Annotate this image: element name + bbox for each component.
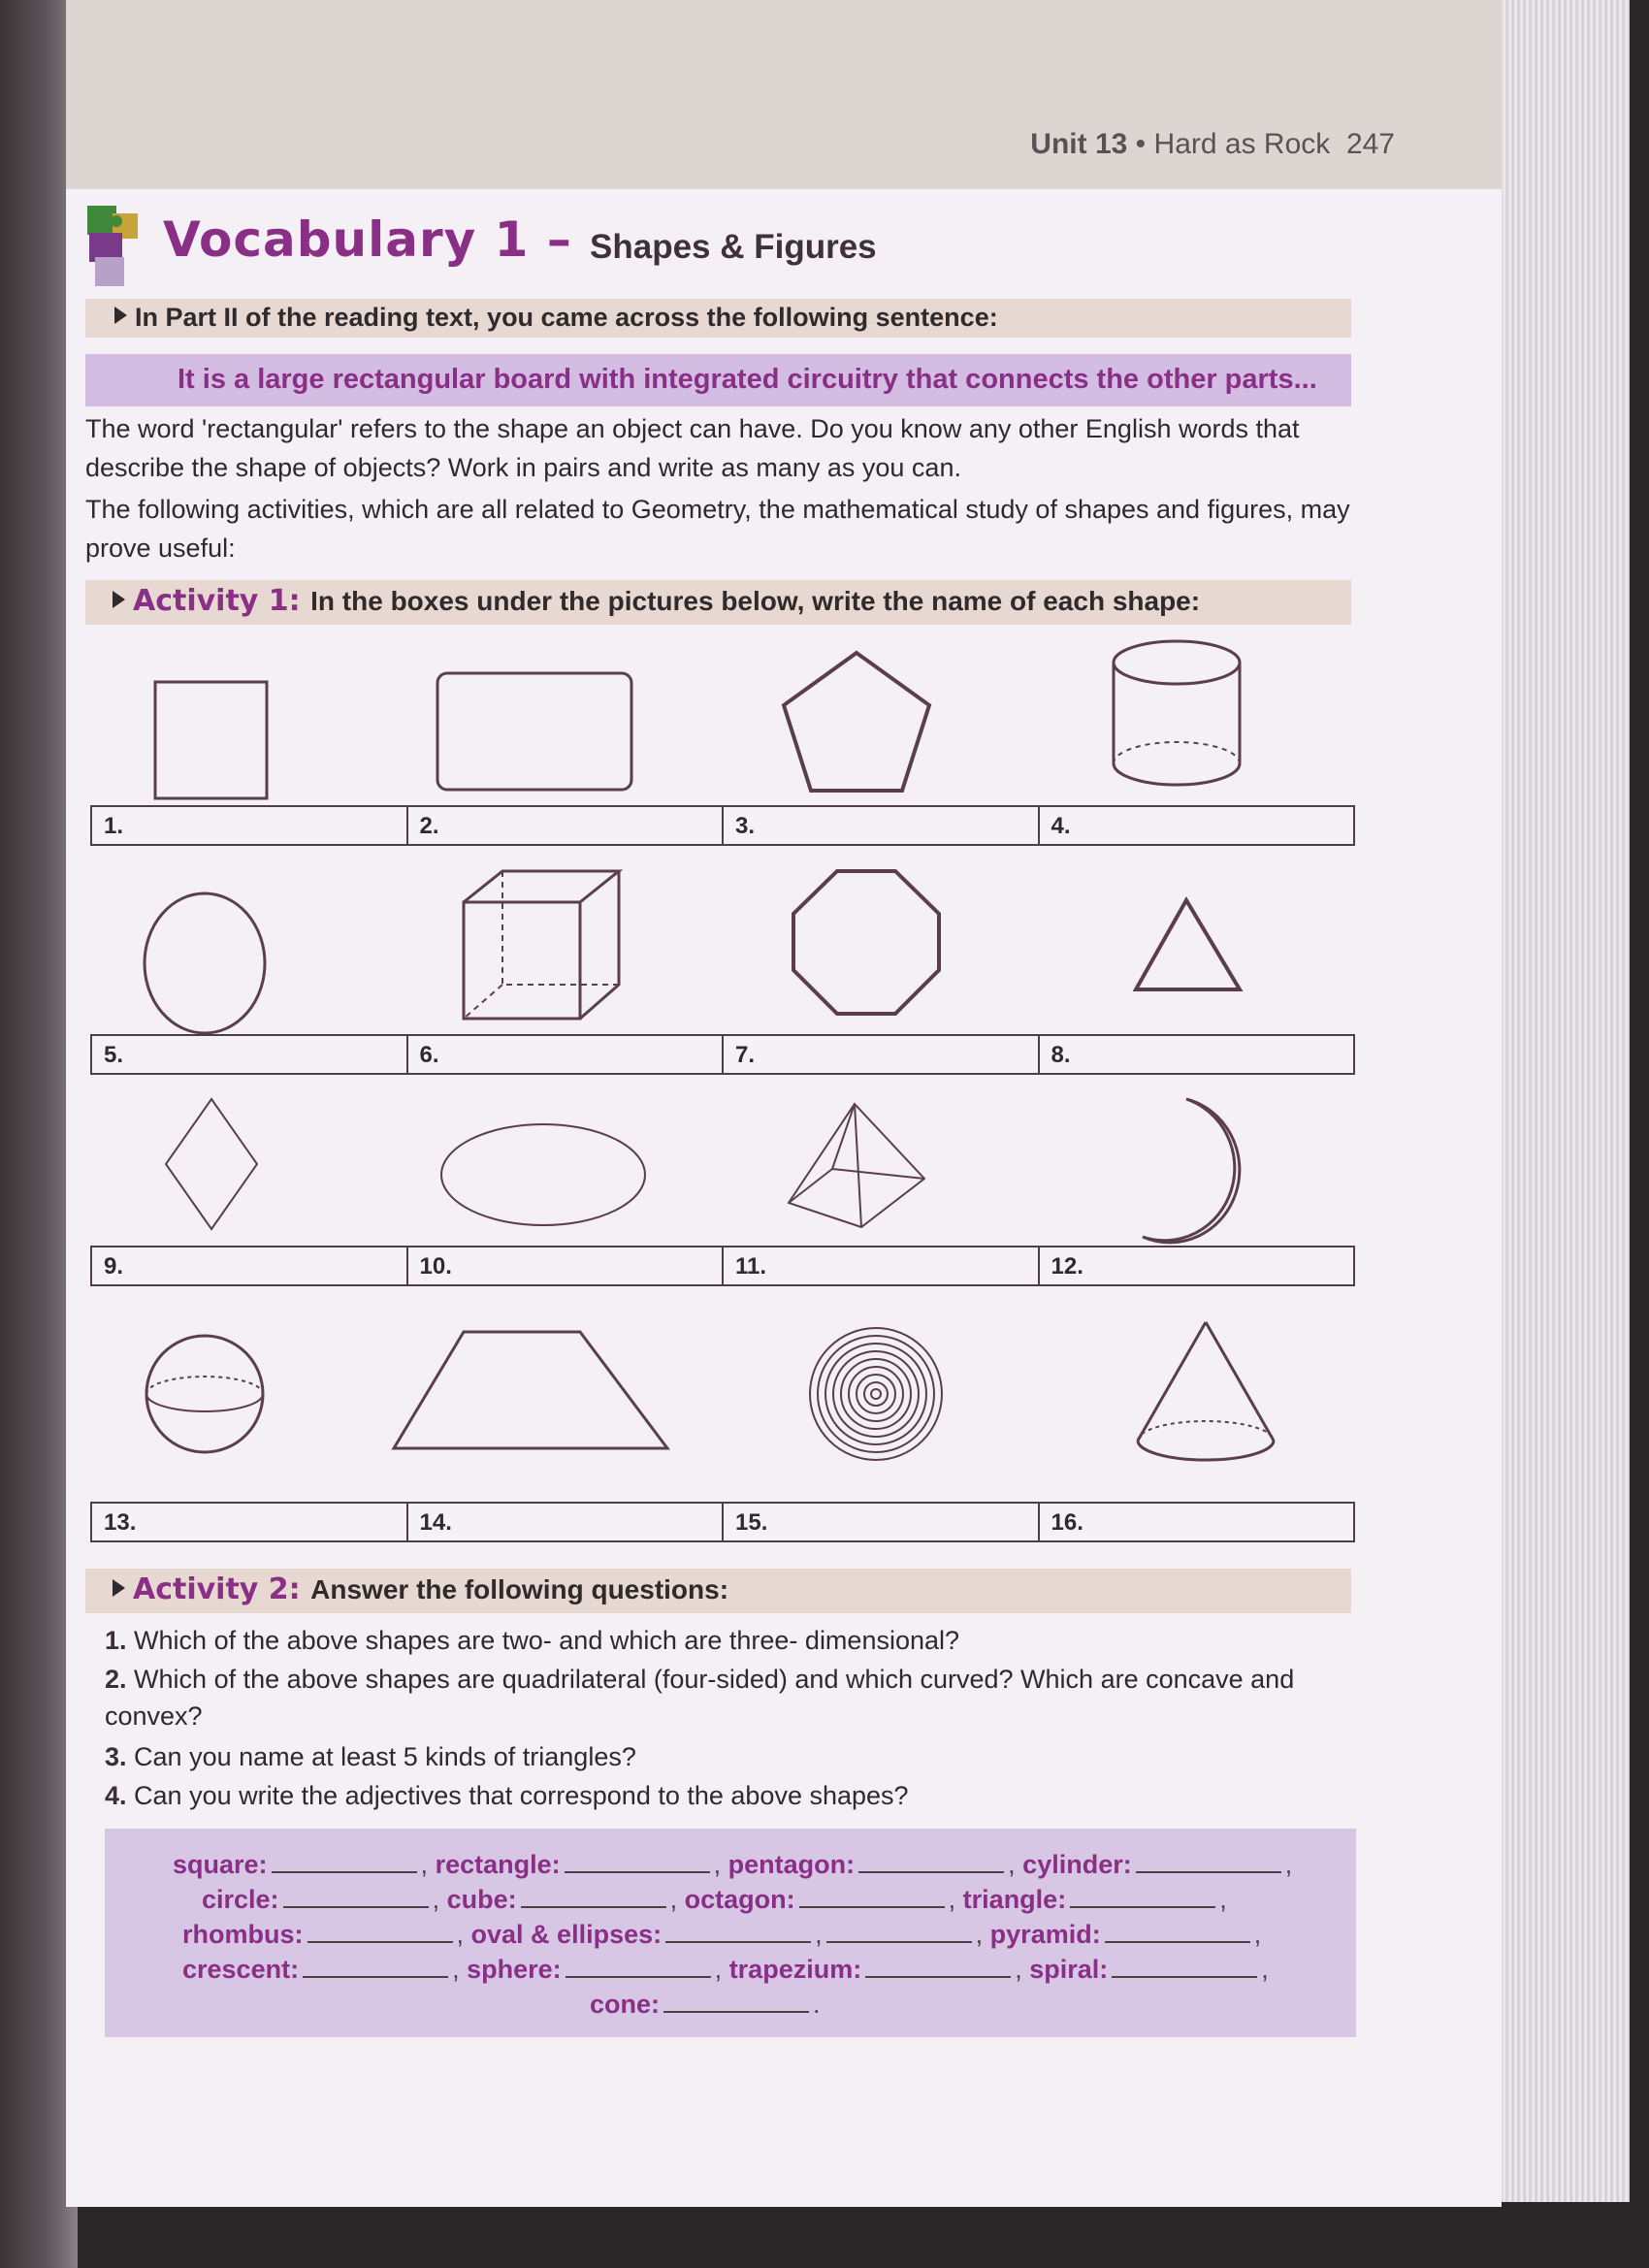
- adjective-blank[interactable]: [565, 1850, 710, 1873]
- sphere-shape: [142, 1324, 268, 1465]
- adjective-blank[interactable]: [858, 1850, 1004, 1873]
- adjective-blank[interactable]: [1136, 1850, 1281, 1873]
- answer-box-8[interactable]: 8.: [1051, 1042, 1071, 1068]
- answer-row-4: [90, 1502, 1355, 1542]
- answer-box-15[interactable]: 15.: [724, 1504, 1040, 1540]
- answer-box-5[interactable]: 5.: [92, 1036, 408, 1073]
- puzzle-icon: [85, 204, 142, 291]
- question-2: 2. Which of the above shapes are quadrilateral (four-sided) and which curved? Which are concave and convex?: [105, 1665, 1295, 1731]
- answer-row-1: [90, 805, 1355, 846]
- answer-box-2[interactable]: 2.: [408, 807, 725, 844]
- answer-box-14[interactable]: 14.: [408, 1504, 725, 1540]
- adjective-blank[interactable]: [1070, 1885, 1215, 1908]
- activity2-band: [85, 1569, 1351, 1613]
- answer-box-6[interactable]: 6.: [408, 1036, 725, 1073]
- adjective-blank[interactable]: [283, 1885, 429, 1908]
- answer-row-2: [90, 1034, 1355, 1075]
- vocabulary-title: Vocabulary 1 –: [163, 211, 572, 268]
- answer-row-3: [90, 1246, 1355, 1286]
- activity1-text: In the boxes under the pictures below, write the name of each shape:: [310, 586, 1201, 616]
- unit-label: Unit 13: [1030, 128, 1128, 160]
- adjective-row-1: square: , rectangle: , pentagon: , cylinder: ,: [173, 1850, 1293, 1879]
- unit-title: Hard as Rock: [1153, 128, 1331, 160]
- adjective-blank[interactable]: [1112, 1955, 1257, 1978]
- adjective-blank[interactable]: [272, 1850, 417, 1873]
- square-shape: [144, 674, 279, 805]
- running-header: [1030, 128, 1395, 161]
- triangle-shape: [1128, 892, 1249, 999]
- arrow-icon: [113, 591, 125, 608]
- answer-box-11[interactable]: 11.: [724, 1247, 1040, 1284]
- oval-shape: [435, 1120, 653, 1232]
- activity2-heading: Activity 2: Answer the following questions:: [113, 1572, 728, 1606]
- instruction-band: [85, 299, 1351, 338]
- cone-shape: [1128, 1314, 1283, 1470]
- header-band: [66, 0, 1502, 189]
- header-separator: •: [1135, 128, 1147, 160]
- adjectives-box: [105, 1829, 1356, 2037]
- adjective-row-2: circle: , cube: , octagon: , triangle: ,: [202, 1885, 1227, 1914]
- arrow-icon: [113, 1579, 125, 1597]
- adjective-blank[interactable]: [1105, 1920, 1250, 1943]
- activity2-text: Answer the following questions:: [310, 1574, 729, 1604]
- pyramid-shape: [779, 1096, 934, 1237]
- crescent-shape: [1133, 1091, 1249, 1247]
- activity1-heading: Activity 1: In the boxes under the pictures below, write the name of each shape:: [113, 584, 1200, 618]
- adjective-row-4: crescent: , sphere: , trapezium: , spiral: ,: [182, 1955, 1269, 1984]
- spiral-shape: [803, 1324, 949, 1465]
- book-page: [66, 0, 1502, 2207]
- answer-box-3[interactable]: 3.: [724, 807, 1040, 844]
- answer-box-4[interactable]: 4.: [1051, 813, 1071, 839]
- adjective-blank[interactable]: [663, 1990, 809, 2013]
- arrow-icon: [114, 307, 127, 324]
- adjective-row-3: rhombus: , oval & ellipses: , , pyramid: ,: [182, 1920, 1262, 1949]
- answer-box-1[interactable]: 1.: [92, 807, 408, 844]
- cylinder-shape: [1104, 635, 1249, 795]
- trapezium-shape: [386, 1324, 677, 1455]
- question-3: 3. Can you name at least 5 kinds of triangles?: [105, 1742, 636, 1771]
- circle-shape: [139, 888, 275, 1038]
- answer-box-16[interactable]: 16.: [1051, 1509, 1083, 1536]
- answer-box-13[interactable]: 13.: [92, 1504, 408, 1540]
- question-4: 4. Can you write the adjectives that correspond to the above shapes?: [105, 1781, 909, 1810]
- rhombus-shape: [158, 1091, 265, 1237]
- quote-band: [85, 354, 1351, 406]
- intro-paragraph-1: The word 'rectangular' refers to the shape an object can have. Do you know any other English words that describe the shape of objects? Work in pairs and write as many as you can.: [85, 414, 1300, 482]
- adjective-blank[interactable]: [665, 1920, 811, 1943]
- adjective-blank[interactable]: [826, 1920, 972, 1943]
- answer-box-10[interactable]: 10.: [408, 1247, 725, 1284]
- pentagon-shape: [774, 645, 939, 800]
- page-edges: [1484, 0, 1630, 2202]
- vocabulary-subtitle: Shapes & Figures: [590, 228, 877, 266]
- section-title: [85, 204, 1346, 291]
- answer-box-12[interactable]: 12.: [1051, 1253, 1083, 1280]
- intro-paragraph-2: The following activities, which are all related to Geometry, the mathematical study of shapes and figures, may prove useful:: [85, 495, 1350, 563]
- rectangle-shape: [430, 667, 643, 798]
- question-1: 1. Which of the above shapes are two- and which are three- dimensional?: [105, 1626, 960, 1655]
- answer-box-9[interactable]: 9.: [92, 1247, 408, 1284]
- adjective-blank[interactable]: [307, 1920, 453, 1943]
- instruction-text: In Part II of the reading text, you came across the following sentence:: [114, 303, 998, 333]
- quote-text: It is a large rectangular board with integrated circuitry that connects the other parts...: [178, 364, 1317, 395]
- adjective-row-5: cone: .: [590, 1990, 821, 2019]
- adjective-blank[interactable]: [865, 1955, 1011, 1978]
- activity1-band: [85, 580, 1351, 625]
- adjective-blank[interactable]: [521, 1885, 666, 1908]
- adjective-blank[interactable]: [566, 1955, 711, 1978]
- answer-box-7[interactable]: 7.: [724, 1036, 1040, 1073]
- octagon-shape: [784, 863, 949, 1023]
- page-number: 247: [1345, 128, 1395, 160]
- adjective-blank[interactable]: [799, 1885, 945, 1908]
- cube-shape: [454, 863, 629, 1028]
- adjective-blank[interactable]: [303, 1955, 448, 1978]
